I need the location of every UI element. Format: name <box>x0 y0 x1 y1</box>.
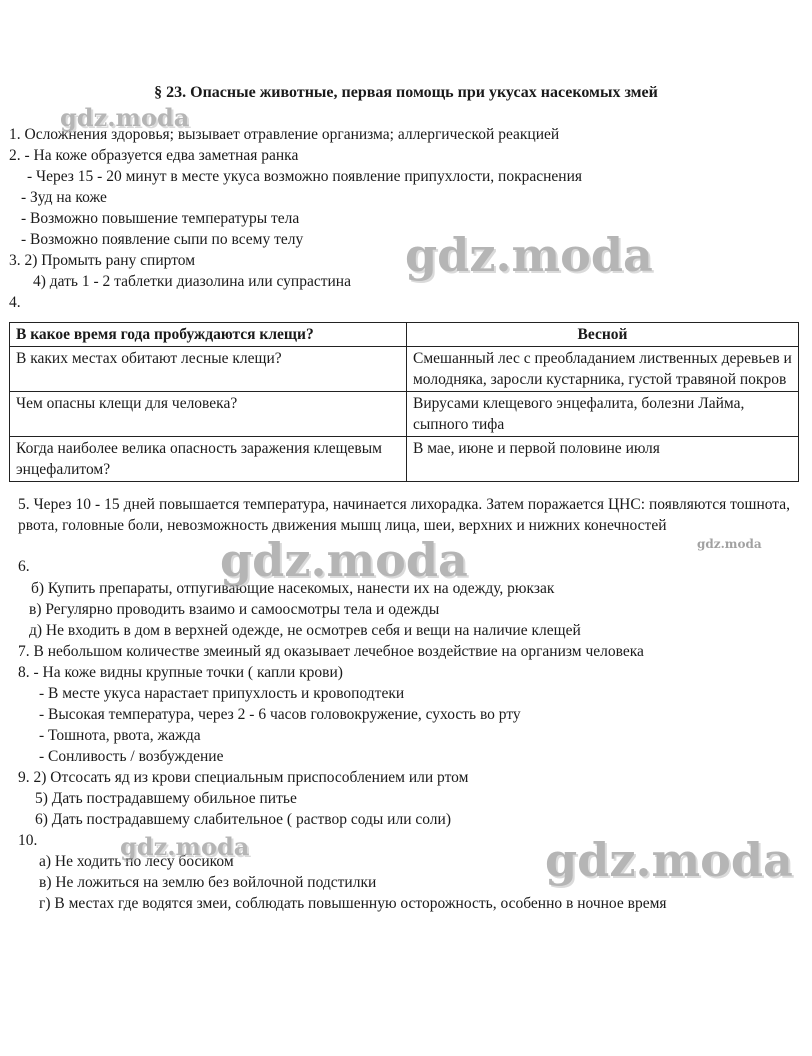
page-title: § 23. Опасные животные, первая помощь при укусах насекомых змей <box>154 84 658 101</box>
answer-8-line: - Сонливость / возбуждение <box>39 748 224 765</box>
watermark-logo: gdz.moda <box>405 228 653 282</box>
answer-9-line: 6) Дать пострадавшему слабительное ( раствор соды или соли) <box>35 811 451 828</box>
answer-2-line: - Возможно появление сыпи по всему телу <box>21 231 304 248</box>
table-cell-question: Чем опасны клещи для человека? <box>10 392 407 437</box>
answer-6-line: б) Купить препараты, отпугивающие насекомых, нанести их на одежду, рюкзак <box>31 580 555 597</box>
table-header-row <box>10 323 799 347</box>
answer-5: 5. Через 10 - 15 дней повышается температура, начинается лихорадка. Затем поражается ЦНС: появляются тошнота, рвота, головные боли, невозможность движения мышц лица, шеи, верхних и нижних конечностей <box>18 496 790 534</box>
answer-4-number: 4. <box>9 294 21 311</box>
answer-8-line: 8. - На коже видны крупные точки ( капли крови) <box>18 664 343 681</box>
answer-8-line: - Высокая температура, через 2 - 6 часов головокружение, сухость во рту <box>39 706 521 723</box>
table-row <box>10 347 799 392</box>
answer-10-line: в) Не ложиться на землю без войлочной подстилки <box>39 874 377 891</box>
table-header-answer: Весной <box>407 323 799 347</box>
ticks-table <box>9 322 799 482</box>
answer-3-line: 3. 2) Промыть рану спиртом <box>9 252 196 269</box>
answer-8-line: - Тошнота, рвота, жажда <box>39 727 201 744</box>
answer-10-number: 10. <box>18 832 38 849</box>
watermark-logo: gdz.moda <box>220 533 468 587</box>
table-header-question: В какое время года пробуждаются клещи? <box>10 323 407 347</box>
answer-3-line: 4) дать 1 - 2 таблетки диазолина или супрастина <box>33 273 351 290</box>
table-row <box>10 392 799 437</box>
answer-1: 1. Осложнения здоровья; вызывает отравление организма; аллергической реакцией <box>9 126 560 143</box>
answer-2-line: - Через 15 - 20 минут в месте укуса возможно появление припухлости, покраснения <box>27 168 583 185</box>
table-cell-answer: Смешанный лес с преобладанием лиственных деревьев и молодняка, заросли кустарника, густой травяной покров <box>407 347 799 392</box>
answer-6-line: д) Не входить в дом в верхней одежде, не осмотрев себя и вещи на наличие клещей <box>29 622 581 639</box>
watermark-logo: gdz.moda <box>120 832 250 861</box>
watermark-logo: gdz.moda <box>697 537 762 551</box>
answer-2-line: - Зуд на коже <box>21 189 107 206</box>
table-cell-answer: В мае, июне и первой половине июля <box>407 437 799 482</box>
answer-2-line: - Возможно повышение температуры тела <box>21 210 300 227</box>
answer-9-line: 9. 2) Отсосать яд из крови специальным приспособлением или ртом <box>18 769 469 786</box>
answer-6-line: в) Регулярно проводить взаимо и самоосмотры тела и одежды <box>29 601 440 618</box>
table-row <box>10 437 799 482</box>
answer-10-line: а) Не ходить по лесу босиком <box>39 853 234 870</box>
table-cell-question: Когда наиболее велика опасность заражения клещевым энцефалитом? <box>10 437 407 482</box>
watermark-logo: gdz.moda <box>545 833 793 887</box>
answer-2-line: 2. - На коже образуется едва заметная ранка <box>9 147 299 164</box>
table-cell-question: В каких местах обитают лесные клещи? <box>10 347 407 392</box>
answer-10-line: г) В местах где водятся змеи, соблюдать повышенную осторожность, особенно в ночное время <box>39 895 667 912</box>
watermark-logo: gdz.moda <box>60 103 190 132</box>
answer-9-line: 5) Дать пострадавшему обильное питье <box>35 790 297 807</box>
table-cell-answer: Вирусами клещевого энцефалита, болезни Лайма, сыпного тифа <box>407 392 799 437</box>
answer-7: 7. В небольшом количестве змеиный яд оказывает лечебное воздействие на организм человека <box>18 643 644 660</box>
answer-6-number: 6. <box>18 558 30 575</box>
answer-8-line: - В месте укуса нарастает припухлость и кровоподтеки <box>39 685 405 702</box>
